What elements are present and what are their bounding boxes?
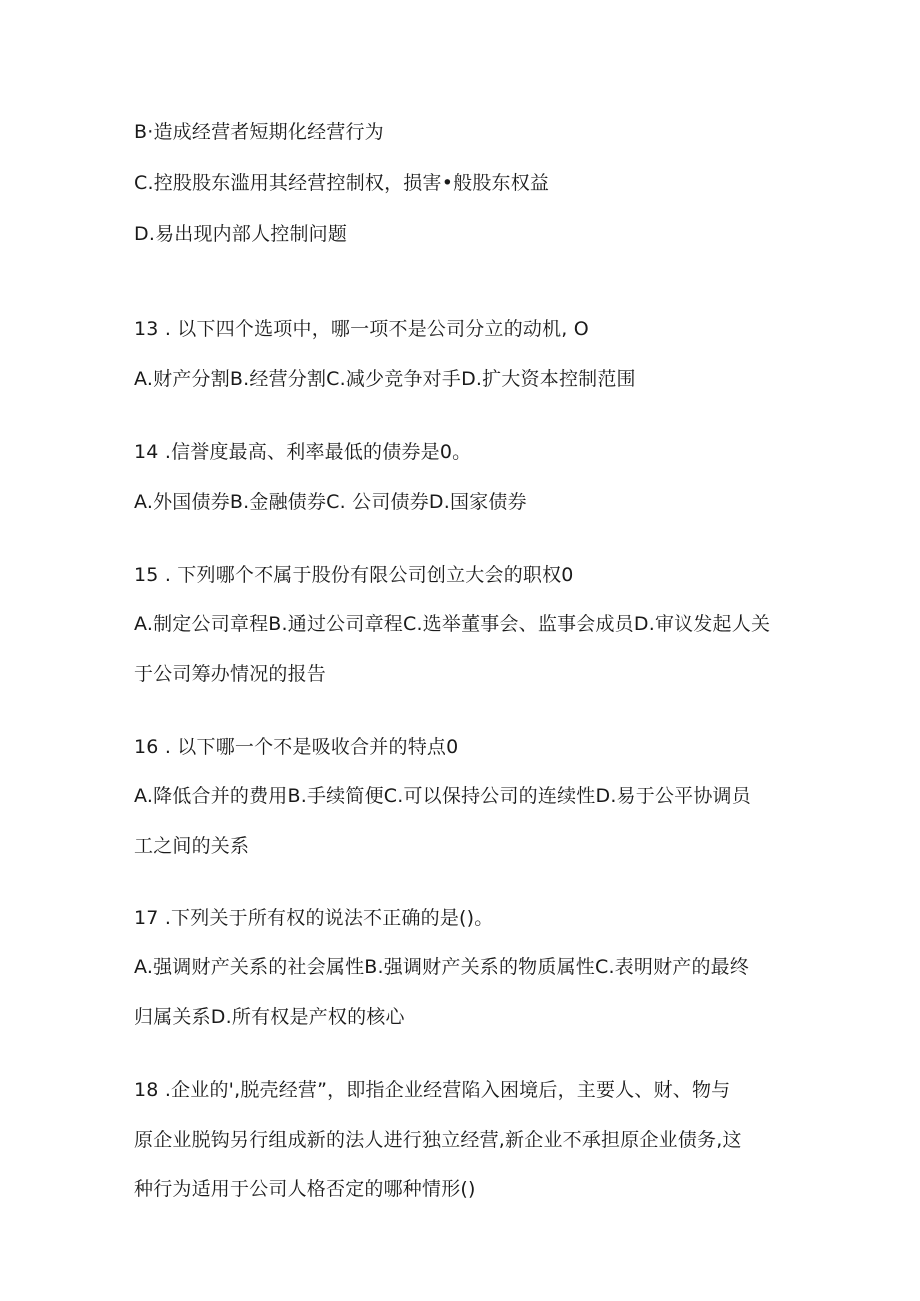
option-c-line: C.控股股东滥用其经营控制权，损害•般股东权益 [134, 172, 550, 194]
question-15-options-line-1: A.制定公司章程B.通过公司章程C.选举董事会、监事会成员D.审议发起人关 [134, 613, 771, 635]
question-16-options-line-1: A.降低合并的费用B.手续简便C.可以保持公司的连续性D.易于公平协调员 [134, 785, 751, 807]
question-16-options-line-2: 工之间的关系 [134, 835, 250, 857]
option-b-line: B·造成经营者短期化经营行为 [134, 121, 384, 143]
question-18-line-1: 18 .企业的',脱壳经营”，即指企业经营陷入困境后，主要人、财、物与 [134, 1079, 731, 1101]
question-18-line-2: 原企业脱钩另行组成新的法人进行独立经营,新企业不承担原企业债务,这 [134, 1129, 742, 1151]
question-16: 16 . 以下哪一个不是吸收合并的特点0 [134, 736, 459, 758]
question-15: 15 . 下列哪个不属于股份有限公司创立大会的职权0 [134, 564, 574, 586]
question-17-options-line-1: A.强调财产关系的社会属性B.强调财产关系的物质属性C.表明财产的最终 [134, 956, 750, 978]
question-13-options: A.财产分割B.经营分割C.减少竞争对手D.扩大资本控制范围 [134, 368, 636, 390]
question-13: 13 . 以下四个选项中，哪一项不是公司分立的动机, O [134, 318, 589, 340]
question-14: 14 .信誉度最高、利率最低的债券是0。 [134, 441, 472, 463]
option-d-line: D.易出现内部人控制问题 [134, 223, 348, 245]
question-14-options: A.外国债券B.金融债券C. 公司债券D.国家债券 [134, 491, 527, 513]
question-15-options-line-2: 于公司筹办情况的报告 [134, 663, 327, 685]
question-17: 17 .下列关于所有权的说法不正确的是()。 [134, 907, 494, 929]
question-18-line-3: 种行为适用于公司人格否定的哪种情形() [134, 1178, 476, 1200]
question-17-options-line-2: 归属关系D.所有权是产权的核心 [134, 1006, 405, 1028]
